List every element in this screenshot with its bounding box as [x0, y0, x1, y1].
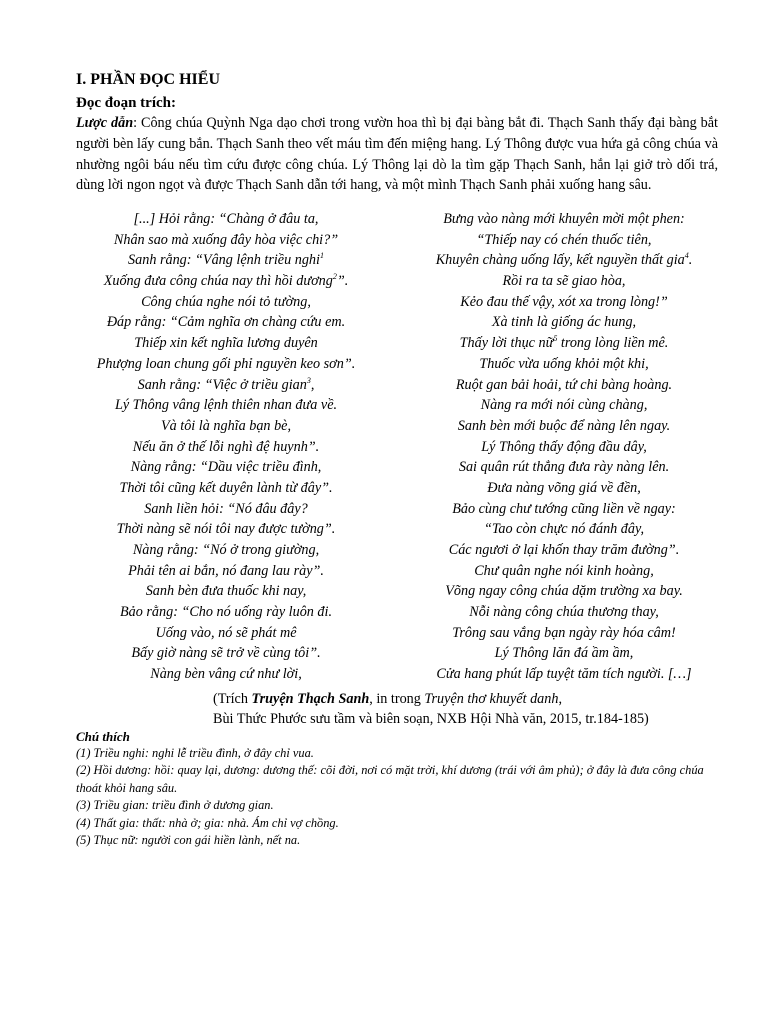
- source-work-title: Truyện Thạch Sanh: [251, 691, 370, 707]
- poem-line-text: Lý Thông vâng lệnh thiên nhan đưa về.: [114, 397, 338, 414]
- poem-line-text: Xà tinh là giống ác hung,: [491, 314, 637, 331]
- poem-left-column: [56, 209, 396, 685]
- poem-line: [56, 499, 396, 520]
- poem-line-text: Sai quân rút thẳng đưa rày nàng lên.: [458, 459, 670, 476]
- footnote-marker: 2: [332, 272, 337, 282]
- poem-line: [394, 230, 734, 251]
- poem-line-text: Phải tên ai bắn, nó đang lau rày”.: [128, 562, 324, 579]
- poem-line: [394, 354, 734, 375]
- poem-line: [56, 581, 396, 602]
- poem-line-text: Bấy giờ nàng sẽ trở về cùng tôi”.: [131, 645, 321, 662]
- poem-line: [56, 250, 396, 271]
- poem-line-text: Bảo rằng: “Cho nó uống rày luôn đi.: [119, 604, 333, 621]
- note-item: (3) Triều gian: triều đình ở dương gian.: [76, 798, 274, 813]
- poem-line: [56, 230, 396, 251]
- note-item: (1) Triều nghi: nghi lễ triều đình, ở đây chỉ vua.: [76, 746, 314, 760]
- note-item: (5) Thục nữ: người con gái hiền lành, nết na.: [76, 833, 301, 848]
- poem-line: [56, 354, 396, 375]
- poem-line: [394, 312, 734, 333]
- poem-line-text: Lý Thông lăn đá ầm ầm,: [494, 645, 634, 662]
- poem-line: [394, 540, 734, 561]
- notes-list: [76, 745, 720, 849]
- poem-line-text: Rồi ra ta sẽ giao hòa,: [502, 273, 626, 290]
- footnote-marker: 1: [319, 251, 324, 261]
- poem-line-text: Sanh bèn mới buộc để nàng lên ngay.: [457, 417, 671, 434]
- poem-line: [56, 643, 396, 664]
- poem-line-tail: ,: [310, 376, 315, 393]
- poem-right-column: [394, 209, 734, 685]
- poem-line-text: Lý Thông thấy động đầu dây,: [481, 438, 647, 455]
- poem-line: [56, 478, 396, 499]
- poem-line: [394, 333, 734, 354]
- poem-line-text: Sanh rằng: “Việc ở triều gian: [137, 376, 307, 393]
- poem-line-text: Nỗi nàng công chúa thương thay,: [469, 604, 659, 621]
- source-prefix: (Trích: [213, 691, 252, 707]
- poem-line-text: Thiếp xin kết nghĩa lương duyên: [134, 335, 318, 352]
- poem-line: [56, 292, 396, 313]
- poem-line-text: Thuốc vừa uống khỏi một khi,: [479, 355, 649, 372]
- poem-line: [56, 395, 396, 416]
- section-heading: I. PHẦN ĐỌC HIỂU: [76, 71, 221, 88]
- reading-instruction: Đọc đoạn trích:: [76, 95, 176, 111]
- source-publisher-line: Bùi Thức Phước sưu tầm và biên soạn, NXB Hội Nhà văn, 2015, tr.184-185): [213, 711, 649, 727]
- poem-line: [56, 623, 396, 644]
- poem-line: [394, 643, 734, 664]
- poem-line: [56, 271, 396, 292]
- poem-line: [56, 312, 396, 333]
- note-item: (4) Thất gia: thất: nhà ở; gia: nhà. Ám chỉ vợ chồng.: [76, 815, 339, 830]
- poem-line-text: Kẻo đau thế vậy, xót xa trong lòng!”: [460, 293, 668, 310]
- poem-line: [56, 333, 396, 354]
- poem-line-text: Sanh liền hỏi: “Nó đâu đây?: [144, 500, 308, 517]
- poem-line-text: Chư quân nghe nói kinh hoàng,: [474, 562, 654, 579]
- poem-line-text: Phượng loan chung gối phỉ nguyền keo sơn”.: [96, 355, 356, 372]
- poem-line: [56, 540, 396, 561]
- poem-line: [56, 437, 396, 458]
- poem-line: [394, 375, 734, 396]
- footnote-marker: 3: [306, 375, 311, 385]
- poem-line-text: Sanh rằng: “Vâng lệnh triều nghi: [128, 252, 320, 269]
- source-collection: Truyện thơ khuyết danh: [424, 691, 559, 707]
- poem-line: [394, 209, 734, 230]
- poem-line: [56, 375, 396, 396]
- summary-text: : Công chúa Quỳnh Nga dạo chơi trong vườn hoa thì bị đại bàng bắt đi. Thạch Sanh thấy đại bàng bắt người bèn lấy cung bắn. Thạch Sanh theo vết máu tìm đến miệng hang. Lý Thông được vua hứa gả công chúa và nhường ngôi báu nếu tìm cứu được công chúa. Lý Thông lại dò la tìm gặp Thạch Sanh, hắn lại giở trò dối trá, dùng lời ngon ngọt và được Thạch Sanh dẫn tới hang, và một mình Thạch Sanh phải xuống hang sâu.: [76, 115, 718, 194]
- poem-line-text: Đáp rằng: “Cảm nghĩa ơn chàng cứu em.: [106, 314, 346, 331]
- poem-line-text: Đưa nàng võng giá về đền,: [487, 479, 641, 496]
- source-citation: [213, 689, 562, 709]
- poem-line-text: Nàng ra mới nói cùng chàng,: [480, 397, 648, 414]
- source-middle: , in trong: [369, 691, 425, 707]
- poem-line: [56, 664, 396, 685]
- poem-line-text: Trông sau vắng bạn ngày rày hóa câm!: [452, 624, 676, 641]
- poem-line: [394, 519, 734, 540]
- footnote-marker: 4: [684, 251, 689, 261]
- poem-line-text: Sanh bèn đưa thuốc khi nay,: [145, 583, 307, 600]
- poem-line: [394, 416, 734, 437]
- poem-line: [394, 602, 734, 623]
- poem-line-text: Cửa hang phút lấp tuyệt tăm tích người. […]: [436, 666, 692, 683]
- poem-line-text: Bưng vào nàng mới khuyên mời một phen:: [443, 211, 685, 227]
- poem-line-text: Thời nàng sẽ nói tôi nay được tường”.: [116, 521, 336, 538]
- poem-line-text: “Tao còn chực nó đánh đây,: [483, 521, 645, 538]
- poem-line-tail: trong lòng liền mê.: [557, 335, 669, 352]
- poem-line-text: Nếu ăn ở thế lỗi nghì đệ huynh”.: [132, 438, 320, 455]
- poem-line-text: Các ngươi ở lại khốn thay trăm đường”.: [448, 542, 680, 558]
- poem-line: [394, 623, 734, 644]
- poem-line: [394, 457, 734, 478]
- poem-line: [394, 292, 734, 313]
- poem-line-text: “Thiếp nay có chén thuốc tiên,: [476, 231, 652, 248]
- poem-line-text: Xuống đưa công chúa nay thì hồi dương: [103, 273, 333, 290]
- poem-line-text: Và tôi là nghĩa bạn bè,: [160, 417, 292, 434]
- poem-line: [394, 437, 734, 458]
- poem-line: [56, 209, 396, 230]
- poem-line-text: Ruột gan bải hoải, tứ chi bàng hoàng.: [455, 376, 673, 393]
- poem-line-text: Uống vào, nó sẽ phát mê: [155, 624, 297, 641]
- poem-line-text: Bảo cùng chư tướng cũng liền về ngay:: [452, 500, 676, 517]
- notes-title: Chú thích: [76, 729, 130, 744]
- poem-line-text: Nàng bèn vâng cứ như lời,: [150, 666, 302, 683]
- poem-line-tail: .: [688, 252, 693, 269]
- poem-line-text: Võng ngay công chúa dặm trường xa bay.: [445, 583, 683, 600]
- poem-line: [56, 457, 396, 478]
- poem-line: [394, 561, 734, 582]
- poem-line: [394, 271, 734, 292]
- poem-line-text: Công chúa nghe nói tỏ tường,: [141, 293, 311, 310]
- poem-line: [394, 664, 734, 685]
- summary-label: Lược dẫn: [76, 115, 134, 131]
- poem-line: [56, 561, 396, 582]
- poem-line-text: Thấy lời thục nữ: [459, 335, 554, 352]
- poem-line-text: Thời tôi cũng kết duyên lành từ đây”.: [119, 479, 333, 496]
- poem-line: [394, 581, 734, 602]
- footnote-marker: 5: [553, 334, 558, 344]
- poem-line: [56, 602, 396, 623]
- poem-line-text: Nàng rằng: “Nó ở trong giường,: [132, 542, 320, 558]
- poem-line-text: Nhân sao mà xuống đây hòa việc chi?”: [113, 231, 339, 248]
- source-suffix: ,: [558, 691, 563, 707]
- poem-line-text: [...] Hỏi rằng: “Chàng ở đâu ta,: [133, 211, 319, 227]
- note-item: (2) Hồi dương: hồi: quay lại, dương: dương thế: cõi đời, nơi có mặt trời, khí dương (trái với âm phủ); ở đây là đưa công chúa thoát khỏi hang sâu.: [76, 763, 704, 795]
- poem-line: [394, 395, 734, 416]
- poem-line: [394, 499, 734, 520]
- poem-line: [56, 519, 396, 540]
- poem-line: [56, 416, 396, 437]
- poem-line-text: Nàng rằng: “Dầu việc triều đình,: [130, 459, 322, 476]
- poem-line-tail: ”.: [336, 273, 349, 290]
- plot-summary: [76, 113, 718, 196]
- poem-line-text: Khuyên chàng uống lấy, kết nguyền thất gia: [435, 252, 685, 269]
- poem-line: [394, 478, 734, 499]
- poem-line: [394, 250, 734, 271]
